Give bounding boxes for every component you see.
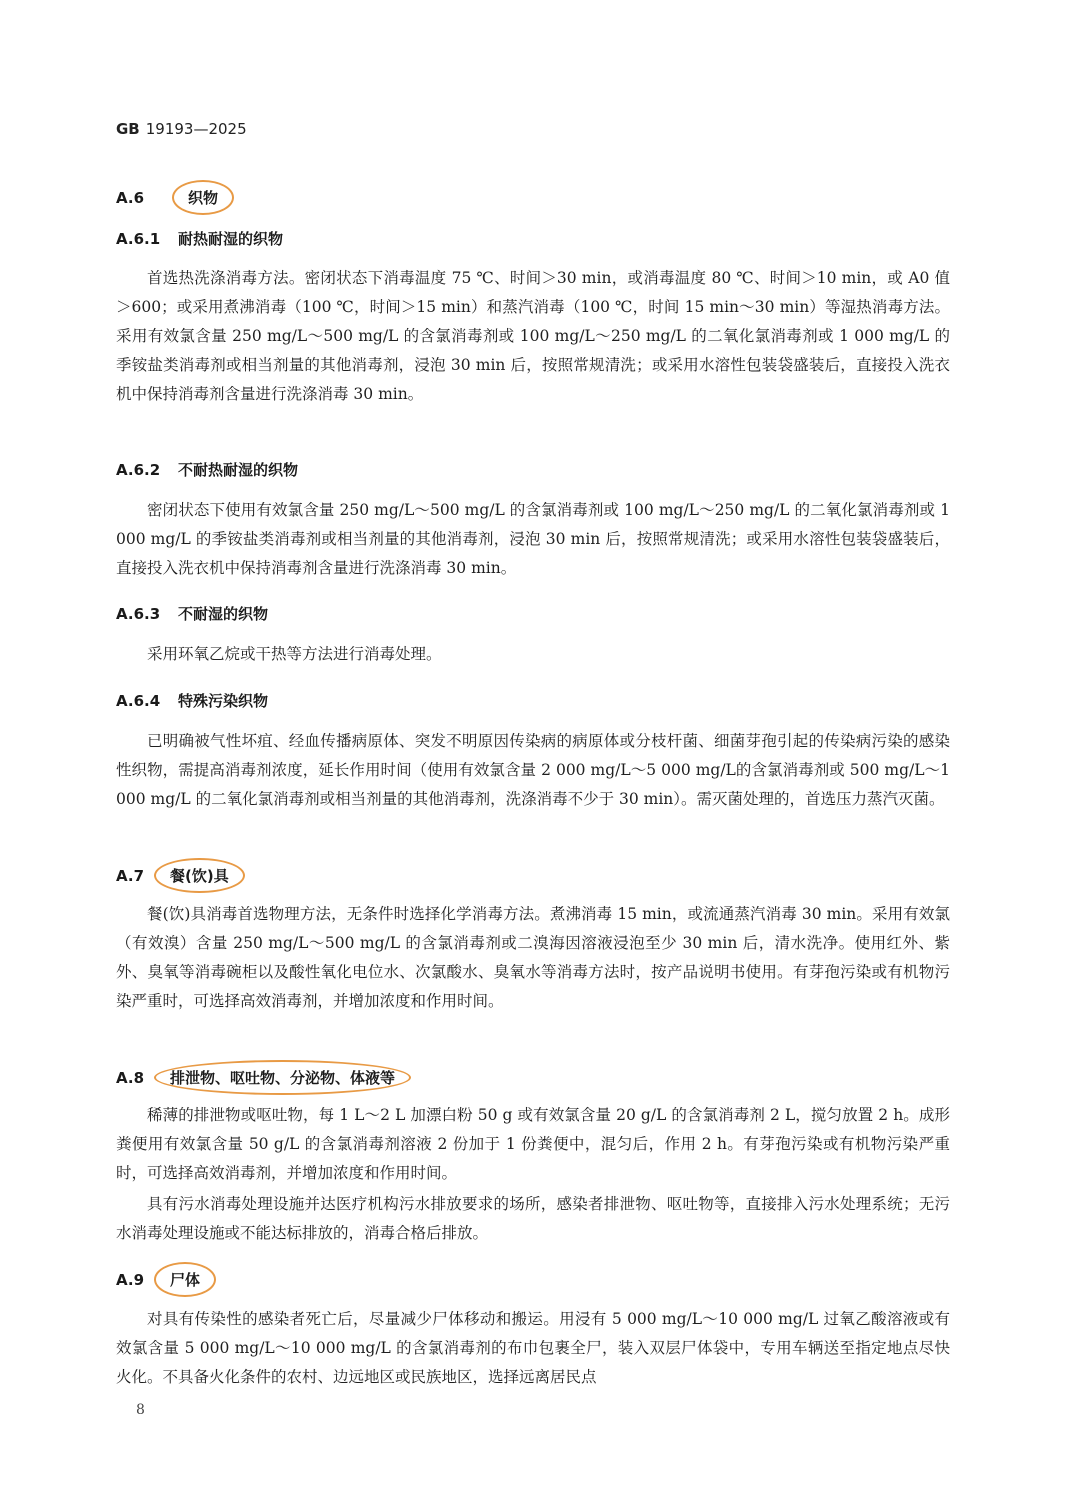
circled-title: 排泄物、呕吐物、分泌物、体液等 bbox=[154, 1060, 411, 1095]
section-title: 耐热耐湿的织物 bbox=[178, 230, 284, 248]
section-number: A.6.3 bbox=[116, 605, 161, 623]
heading-a7 bbox=[116, 858, 245, 893]
section-number: A.6.4 bbox=[116, 692, 161, 710]
heading-a6-2 bbox=[116, 459, 298, 480]
section-number: A.6.1 bbox=[116, 230, 161, 248]
standard-code bbox=[116, 120, 247, 138]
section-title: 不耐热耐湿的织物 bbox=[178, 461, 299, 479]
paragraph-a6-2: 密闭状态下使用有效氯含量 250 mg/L～500 mg/L 的含氯消毒剂或 100 mg/L～250 mg/L 的二氧化氯消毒剂或 1 000 mg/L 的季铵盐类消毒剂或相当剂量的其他消毒剂，浸泡 30 min 后，按照常规清洗；或采用水溶性包装袋盛装后，直接投入洗衣机中保持消毒剂含量进行洗涤消毒 30 min。 bbox=[116, 501, 950, 577]
heading-a6-3 bbox=[116, 603, 268, 624]
circled-title: 尸体 bbox=[154, 1262, 216, 1297]
page-number: 8 bbox=[136, 1402, 145, 1418]
circled-title: 织物 bbox=[172, 180, 234, 215]
heading-a8 bbox=[116, 1060, 411, 1095]
circled-title: 餐(饮)具 bbox=[154, 858, 245, 893]
section-number: A.6 bbox=[116, 189, 145, 207]
heading-a6-1 bbox=[116, 228, 283, 249]
paragraph-a8-2: 具有污水消毒处理设施并达医疗机构污水排放要求的场所，感染者排泄物、呕吐物等，直接排入污水处理系统；无污水消毒处理设施或不能达标排放的，消毒合格后排放。 bbox=[116, 1195, 950, 1242]
section-number: A.9 bbox=[116, 1271, 145, 1289]
standard-number: 19193—2025 bbox=[145, 120, 247, 138]
section-number: A.7 bbox=[116, 867, 145, 885]
paragraph-a9: 对具有传染性的感染者死亡后，尽量减少尸体移动和搬运。用浸有 5 000 mg/L～10 000 mg/L 过氧乙酸溶液或有效氯含量 5 000 mg/L～10 000 mg/L 的含氯消毒剂的布巾包裹全尸，装入双层尸体袋中，专用车辆送至指定地点尽快火化。不具备火化条件的农村、边远地区或民族地区，选择远离居民点 bbox=[116, 1310, 950, 1386]
section-title: 特殊污染织物 bbox=[178, 692, 269, 710]
heading-a6-4 bbox=[116, 690, 268, 711]
paragraph-a6-1: 首选热洗涤消毒方法。密闭状态下消毒温度 75 ℃、时间＞30 min，或消毒温度 80 ℃、时间＞10 min，或 A0 值＞600；或采用煮沸消毒（100 ℃，时间＞15 min）和蒸汽消毒（100 ℃，时间 15 min～30 min）等湿热消毒方法。采用有效氯含量 250 mg/L～500 mg/L 的含氯消毒剂或 100 mg/L～250 mg/L 的二氧化氯消毒剂或 1 000 mg/L 的季铵盐类消毒剂或相当剂量的其他消毒剂，浸泡 30 min 后，按照常规清洗；或采用水溶性包装袋盛装后，直接投入洗衣机中保持消毒剂含量进行洗涤消毒 30 min。 bbox=[116, 269, 950, 403]
heading-a6 bbox=[116, 180, 234, 215]
paragraph-a6-3: 采用环氧乙烷或干热等方法进行消毒处理。 bbox=[147, 645, 442, 663]
section-number: A.8 bbox=[116, 1069, 145, 1087]
heading-a9 bbox=[116, 1262, 216, 1297]
paragraph-a6-4: 已明确被气性坏疽、经血传播病原体、突发不明原因传染病的病原体或分枝杆菌、细菌芽孢引起的传染病污染的感染性织物，需提高消毒剂浓度，延长作用时间（使用有效氯含量 2 000 mg/L～5 000 mg/L的含氯消毒剂或 500 mg/L～1 000 mg/L 的二氧化氯消毒剂或相当剂量的其他消毒剂，洗涤消毒不少于 30 min）。需灭菌处理的，首选压力蒸汽灭菌。 bbox=[116, 732, 950, 808]
paragraph-a8-1: 稀薄的排泄物或呕吐物，每 1 L～2 L 加漂白粉 50 g 或有效氯含量 20 g/L 的含氯消毒剂 2 L，搅匀放置 2 h。成形粪便用有效氯含量 50 g/L 的含氯消毒剂溶液 2 份加于 1 份粪便中，混匀后，作用 2 h。有芽孢污染或有机物污染严重时，可选择高效消毒剂，并增加浓度和作用时间。 bbox=[116, 1106, 950, 1182]
paragraph-a7: 餐(饮)具消毒首选物理方法，无条件时选择化学消毒方法。煮沸消毒 15 min，或流通蒸汽消毒 30 min。采用有效氯（有效溴）含量 250 mg/L～500 mg/L 的含氯消毒剂或二溴海因溶液浸泡至少 30 min 后，清水洗净。使用红外、紫外、臭氧等消毒碗柜以及酸性氧化电位水、次氯酸水、臭氧水等消毒方法时，按产品说明书使用。有芽孢污染或有机物污染严重时，可选择高效消毒剂，并增加浓度和作用时间。 bbox=[116, 905, 950, 1010]
section-title: 不耐湿的织物 bbox=[178, 605, 269, 623]
section-number: A.6.2 bbox=[116, 461, 161, 479]
standard-prefix: GB bbox=[116, 120, 140, 138]
